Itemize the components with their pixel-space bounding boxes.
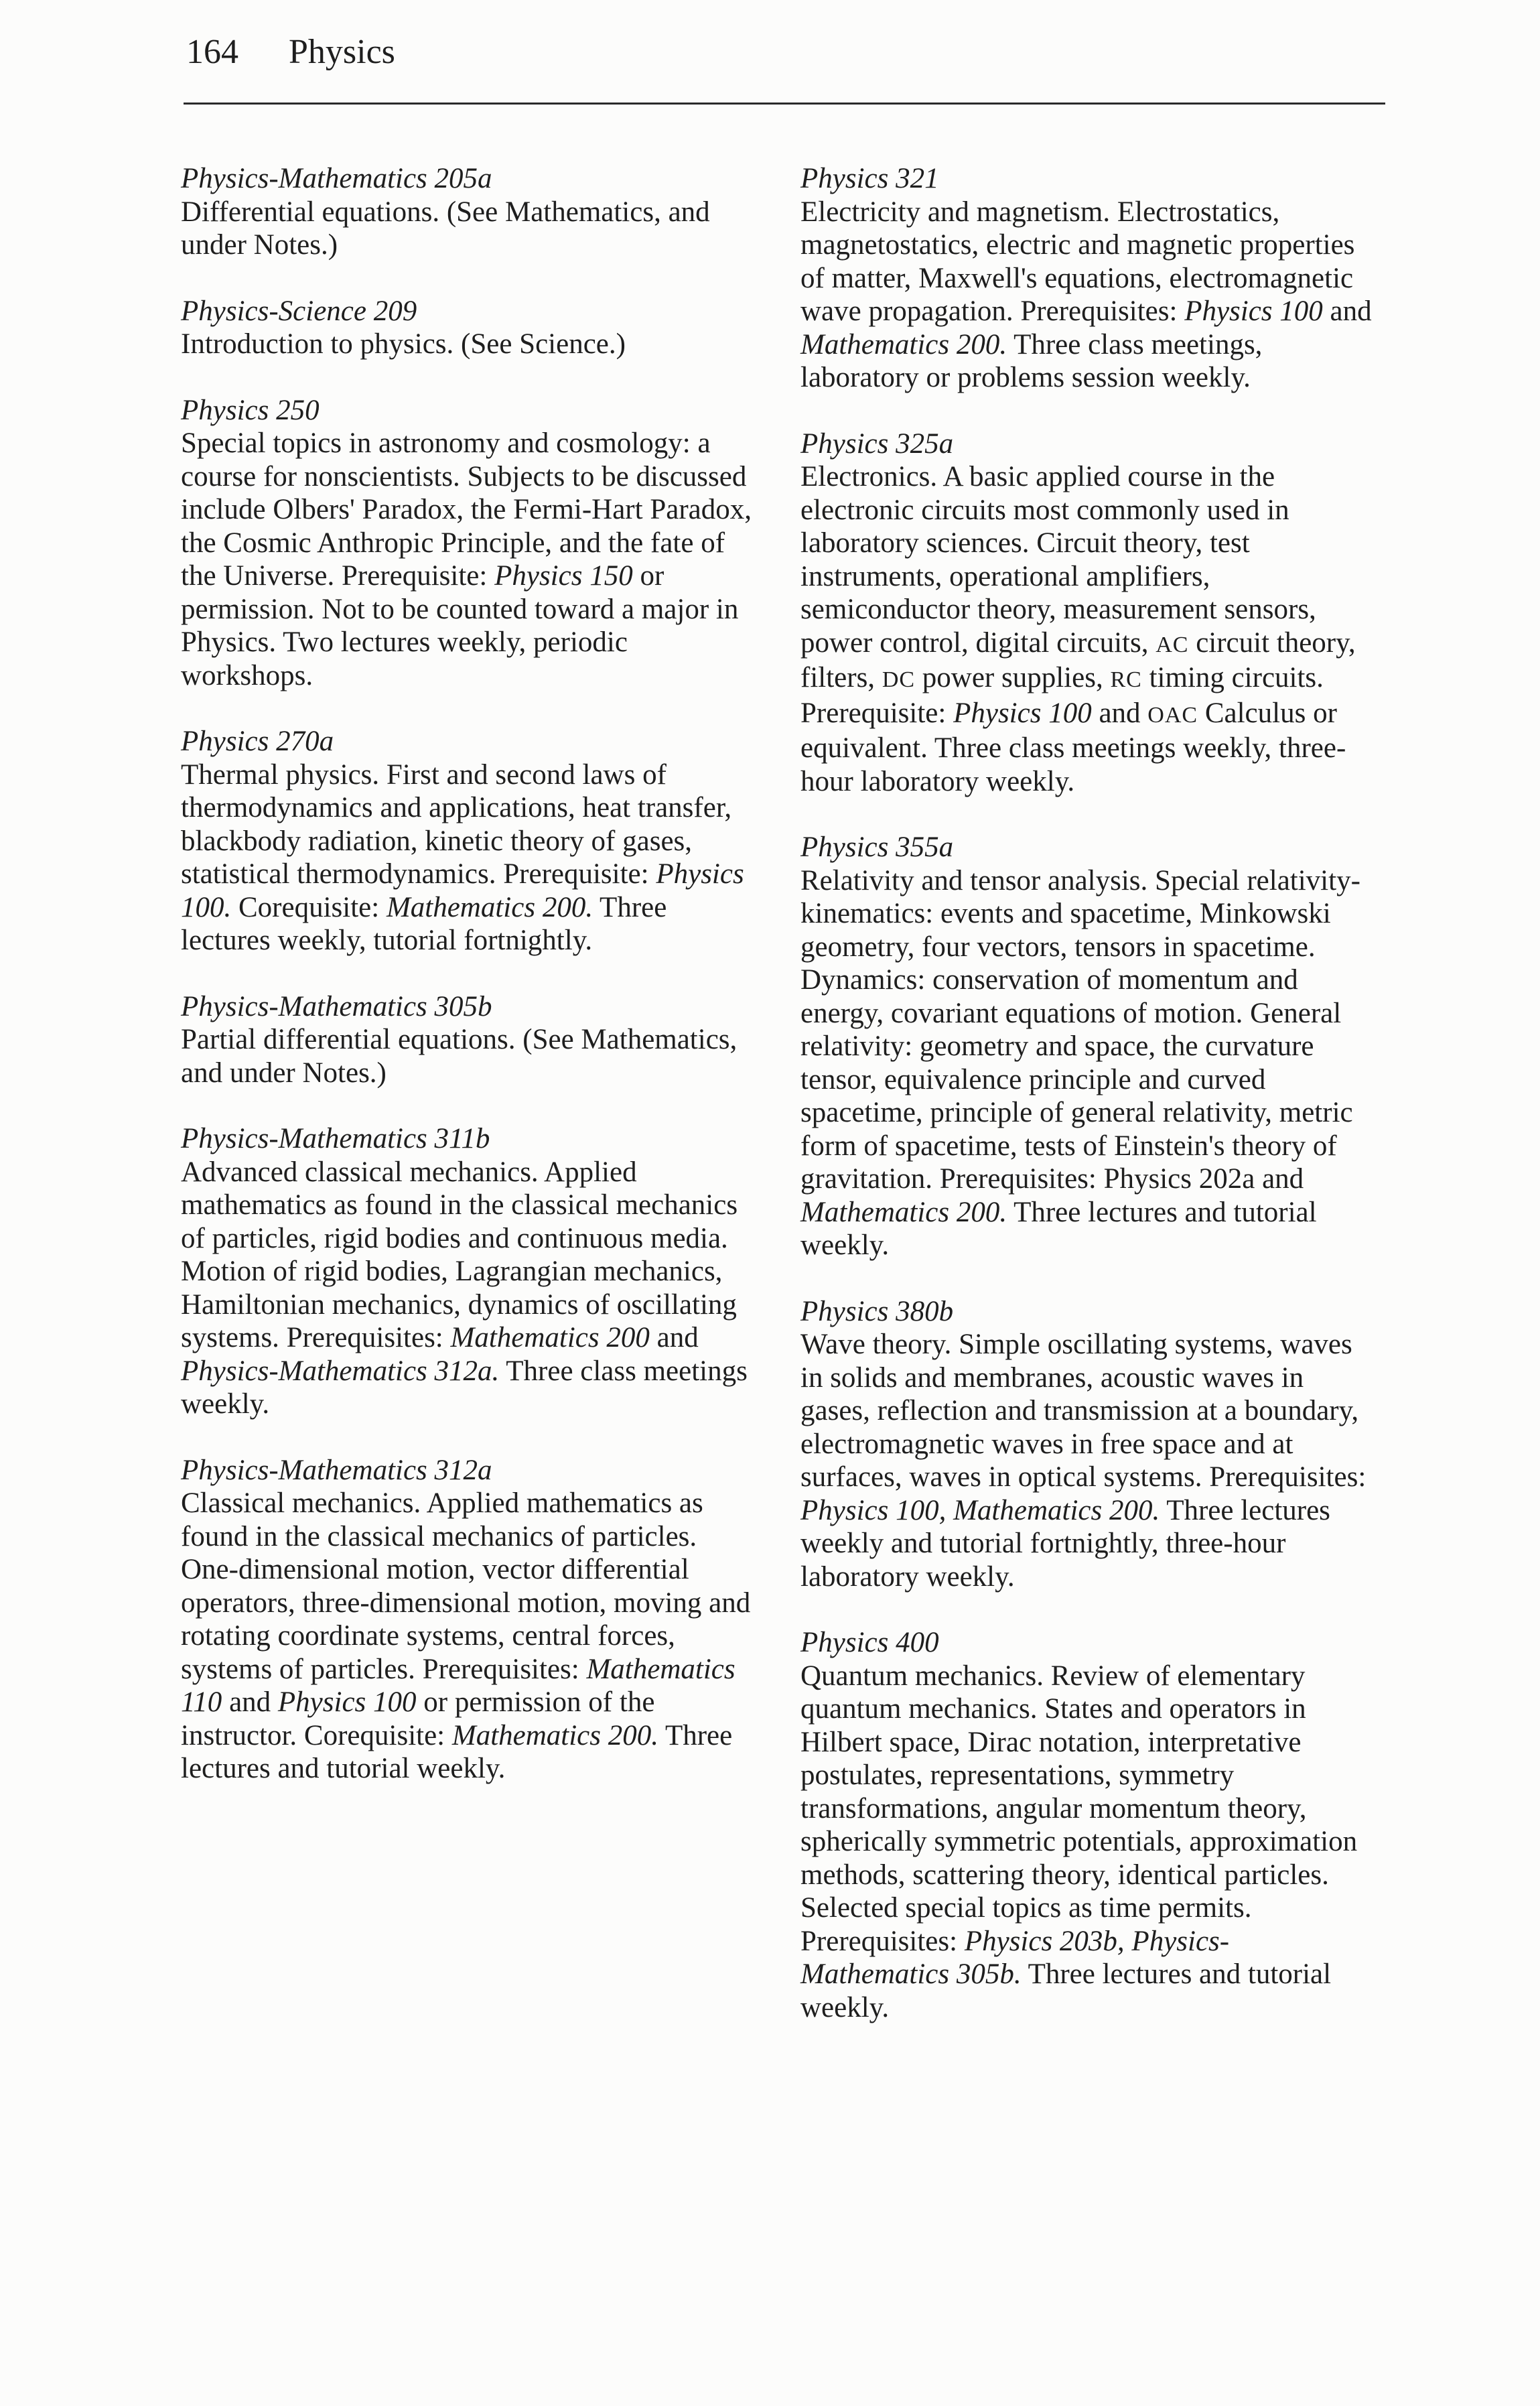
course-reference: Mathematics 110 bbox=[181, 1653, 736, 1718]
course-description bbox=[181, 1487, 757, 1786]
course-title: Physics 325a bbox=[800, 427, 954, 460]
description-text: and bbox=[649, 1322, 699, 1353]
description-text: or permission of the instructor. Corequisite: bbox=[181, 1686, 655, 1751]
course-entry bbox=[181, 162, 757, 262]
description-text: Wave theory. Simple oscillating systems, waves in solids and membranes, acoustic waves in gases, reflection and transmission at a boundary, electromagnetic waves in free space and at surfaces, waves in optical systems. Prerequisites: bbox=[800, 1329, 1367, 1493]
course-title: Physics 270a bbox=[181, 726, 334, 757]
course-title: Physics-Mathematics 305b bbox=[181, 990, 492, 1022]
course-entry bbox=[800, 1295, 1377, 1594]
course-title: Physics 355a bbox=[800, 831, 954, 863]
course-description bbox=[800, 460, 1377, 798]
description-text: Three class meetings weekly. bbox=[181, 1355, 748, 1420]
description-text: and bbox=[1091, 697, 1148, 729]
description-text: Three lectures and tutorial weekly. bbox=[800, 1196, 1317, 1261]
course-title: Physics 321 bbox=[800, 163, 939, 194]
description-text: Quantum mechanics. Review of elementary quantum mechanics. States and operators in Hilbert space, Dirac notation, interpretative postulates, representations, symmetry transformations, angular momentum theory, spherically symmetric potentials, approximation methods, scattering theory, identical particles. Selected special topics as time permits. Prerequisites: bbox=[800, 1660, 1358, 1957]
description-text: Corequisite: bbox=[231, 891, 387, 923]
left-column bbox=[181, 162, 757, 1818]
course-reference: Physics 100 bbox=[953, 697, 1092, 729]
course-entry bbox=[181, 295, 757, 361]
page-number: 164 bbox=[186, 33, 238, 71]
course-entry bbox=[181, 725, 757, 957]
description-text: Thermal physics. First and second laws of thermodynamics and applications, heat transfer, blackbody radiation, kinetic theory of gases, statistical thermodynamics. Prerequisite: bbox=[181, 758, 732, 890]
course-title: Physics-Mathematics 311b bbox=[181, 1123, 490, 1154]
course-reference: Physics 100 bbox=[1184, 295, 1323, 327]
course-description: Introduction to physics. (See Science.) bbox=[181, 328, 626, 360]
description-text: timing circuits. Prerequisite: bbox=[800, 662, 1324, 729]
course-title: Physics-Mathematics 312a bbox=[181, 1454, 492, 1486]
course-entry bbox=[800, 162, 1377, 395]
header-rule bbox=[184, 103, 1385, 105]
course-reference: Physics 100 bbox=[277, 1686, 417, 1718]
running-head: Physics bbox=[289, 33, 395, 71]
description-text: Three lectures weekly, tutorial fortnightly. bbox=[181, 891, 667, 956]
course-reference: Physics 100. bbox=[181, 858, 744, 923]
abbreviation: OAC bbox=[1147, 702, 1198, 728]
course-description: Differential equations. (See Mathematics, and under Notes.) bbox=[181, 196, 710, 261]
course-entry bbox=[800, 831, 1377, 1262]
right-column bbox=[800, 162, 1377, 2057]
description-text: and bbox=[1322, 295, 1372, 327]
page-header bbox=[186, 25, 1385, 99]
course-title: Physics 380b bbox=[800, 1295, 954, 1327]
abbreviation: DC bbox=[882, 667, 916, 692]
course-title: Physics-Mathematics 205a bbox=[181, 163, 492, 194]
course-description: Partial differential equations. (See Mathematics, and under Notes.) bbox=[181, 1024, 738, 1089]
description-text: Three lectures weekly and tutorial fortnightly, three-hour laboratory weekly. bbox=[800, 1494, 1330, 1593]
course-description bbox=[181, 758, 757, 957]
course-reference: Mathematics 200 bbox=[450, 1322, 650, 1353]
course-reference: Physics 100, Mathematics 200. bbox=[800, 1494, 1160, 1526]
description-text: or permission. Not to be counted toward a major in Physics. Two lectures weekly, periodic workshops. bbox=[181, 560, 739, 691]
description-text: Classical mechanics. Applied mathematics as found in the classical mechanics of particles. One-dimensional motion, vector differential operators, three-dimensional motion, moving and rotating coordinate systems, central forces, systems of particles. Prerequisites: bbox=[181, 1487, 751, 1685]
description-text: Electricity and magnetism. Electrostatics, magnetostatics, electric and magnetic properties of matter, Maxwell's equations, electromagnetic wave propagation. Prerequisites: bbox=[800, 196, 1355, 327]
abbreviation: AC bbox=[1156, 632, 1189, 657]
description-text: Special topics in astronomy and cosmology: a course for nonscientists. Subjects to be discussed include Olbers' Paradox, the Fermi-Hart Paradox, the Cosmic Anthropic Principle, and the fate of the Universe. Prerequisite: bbox=[181, 427, 752, 592]
course-entry bbox=[181, 990, 757, 1090]
course-description bbox=[181, 427, 757, 692]
course-reference: Mathematics 200. bbox=[800, 328, 1007, 360]
course-title: Physics 250 bbox=[181, 394, 320, 426]
abbreviation: RC bbox=[1110, 667, 1142, 692]
course-entry bbox=[800, 1626, 1377, 2024]
description-text: and bbox=[222, 1686, 278, 1718]
course-title: Physics 400 bbox=[800, 1627, 939, 1658]
course-reference: Physics 203b, Physics-Mathematics 305b. bbox=[800, 1925, 1230, 1990]
course-reference: Mathematics 200. bbox=[451, 1719, 658, 1751]
course-reference: Physics 150 bbox=[494, 560, 633, 592]
description-text: circuit theory, filters, bbox=[800, 626, 1356, 693]
course-description bbox=[800, 196, 1377, 395]
course-description bbox=[800, 864, 1377, 1262]
course-description bbox=[181, 1156, 757, 1421]
description-text: Three class meetings, laboratory or problems session weekly. bbox=[800, 328, 1263, 393]
course-reference: Mathematics 200. bbox=[800, 1196, 1007, 1228]
description-text: Electronics. A basic applied course in the electronic circuits most commonly used in laboratory sciences. Circuit theory, test instruments, operational amplifiers, semiconductor theory, measurement sensors, power control, digital circuits, bbox=[800, 461, 1316, 659]
course-title: Physics-Science 209 bbox=[181, 295, 417, 327]
description-text: Calculus or equivalent. Three class meetings weekly, three-hour laboratory weekly. bbox=[800, 697, 1346, 797]
description-text: power supplies, bbox=[915, 662, 1111, 693]
course-description bbox=[800, 1660, 1377, 2025]
description-text: Relativity and tensor analysis. Special relativity-kinematics: events and spacetime, Minkowski geometry, four vectors, tensors in spacetime. Dynamics: conservation of momentum and energy, covariant equations of motion. General relativity: geometry and space, the curvature tensor, equivalence principle and curved spacetime, principle of general relativity, metric form of spacetime, tests of Einstein's theory of gravitation. Prerequisites: Physics 202a and bbox=[800, 864, 1360, 1195]
course-entry bbox=[181, 1454, 757, 1786]
course-reference: Mathematics 200. bbox=[386, 891, 593, 923]
description-text: Three lectures and tutorial weekly. bbox=[800, 1958, 1332, 2023]
course-reference: Physics-Mathematics 312a. bbox=[181, 1355, 500, 1387]
description-text: Three lectures and tutorial weekly. bbox=[181, 1719, 733, 1784]
course-description bbox=[800, 1328, 1377, 1593]
course-entry bbox=[181, 1122, 757, 1421]
course-entry bbox=[800, 427, 1377, 799]
course-entry bbox=[181, 394, 757, 693]
description-text: Advanced classical mechanics. Applied mathematics as found in the classical mechanics of particles, rigid bodies and continuous media. Motion of rigid bodies, Lagrangian mechanics, Hamiltonian mechanics, dynamics of oscillating systems. Prerequisites: bbox=[181, 1156, 738, 1353]
